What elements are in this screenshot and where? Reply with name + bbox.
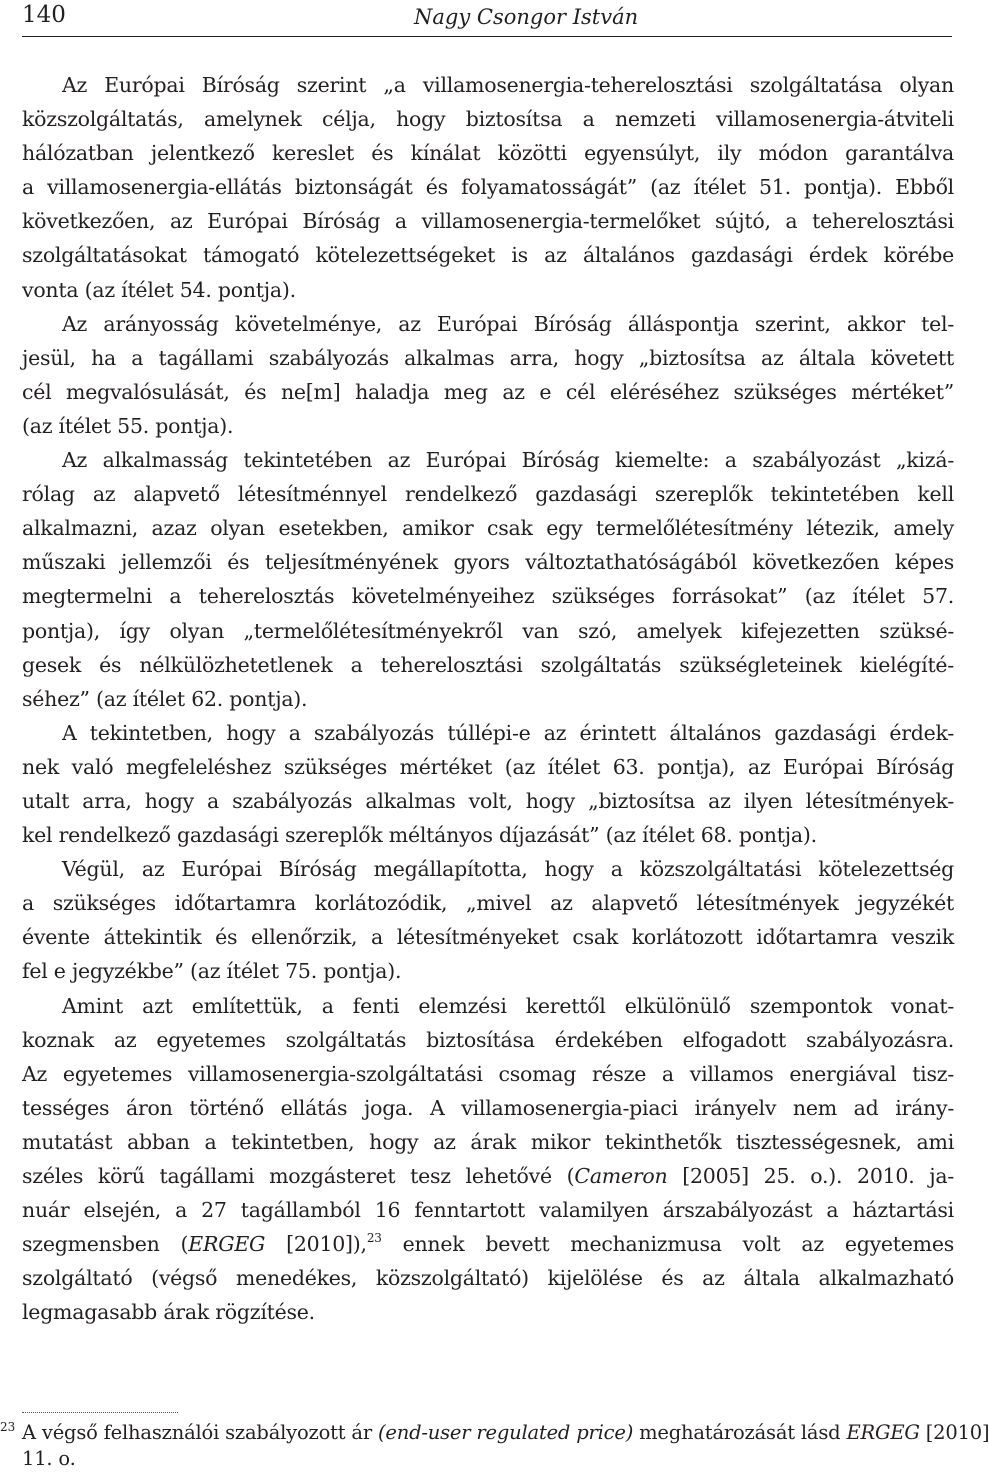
text-line: rólag az alapvető létesítménnyel rendelkező gazdasági szereplők tekintetében kell: [22, 482, 954, 507]
footnote-line: [0, 1420, 989, 1446]
text-line: megtermelni a teherelosztás követelményeihez szükséges forrásokat” (az ítélet 57.: [22, 584, 954, 609]
text-line: évente áttekintik és ellenőrzik, a létesítményeket csak korlátozott időtartamra veszik: [22, 925, 954, 950]
text-segment: [2010]: [919, 1421, 989, 1444]
page-number: 140: [22, 2, 66, 28]
text-segment: ennek bevett mechanizmusa volt az egyetemes: [381, 1232, 955, 1257]
text-line: utalt arra, hogy a szabályozás alkalmas volt, hogy „biztosítsa az ilyen létesítmények-: [22, 788, 954, 813]
text-line: Az arányosság követelménye, az Európai Bíróság álláspontja szerint, akkor tel-: [62, 311, 954, 336]
text-line: tességes áron történő ellátás joga. A villamosenergia-piaci irányelv nem ad irány-: [22, 1095, 954, 1120]
text-line: következően, az Európai Bíróság a villamosenergia-termelőket sújtó, a teherelosztási: [22, 209, 954, 234]
paragraph-5: [22, 852, 954, 988]
text-line: vonta (az ítélet 54. pontja).: [22, 277, 296, 302]
text-line: szolgáltatásokat támogató kötelezettségeket is az általános gazdasági érdek körébe: [22, 243, 954, 268]
paragraph-1: [22, 68, 954, 307]
citation-author-ergeg: ERGEG: [188, 1232, 266, 1257]
text-line: a szükséges időtartamra korlátozódik, „mivel az alapvető létesítmények jegyzékét: [22, 891, 954, 916]
text-segment: meghatározását lásd: [633, 1421, 847, 1444]
text-line: gesek és nélkülözhetetlenek a teherelosztási szolgáltatás szükségleteinek kielégíté-: [22, 652, 954, 677]
text-line: legmagasabb árak rögzítése.: [22, 1300, 315, 1325]
text-line: közszolgáltatás, amelynek célja, hogy biztosítsa a nemzeti villamosenergia-átviteli: [22, 107, 954, 132]
text-line: alkalmazni, azaz olyan esetekben, amikor csak egy termelőlétesítmény létezik, amely: [22, 516, 954, 541]
paragraph-4: [22, 716, 954, 852]
text-line: hálózatban jelentkező kereslet és kínálat közötti egyensúlyt, ily módon garantálva: [22, 141, 954, 166]
text-line: Az egyetemes villamosenergia-szolgáltatási csomag része a villamos energiával tisz-: [22, 1061, 954, 1086]
text-segment: széles körű tagállami mozgásteret tesz lehetővé (: [22, 1164, 575, 1188]
text-line: pontja), így olyan „termelőlétesítményekről van szó, amelyek kifejezetten szüksé-: [22, 618, 954, 643]
text-segment: A végső felhasználói szabályozott ár: [22, 1421, 378, 1444]
text-line: Az Európai Bíróság szerint „a villamosenergia-teherelosztási szolgáltatása olyan: [62, 73, 954, 97]
text-segment: [2005] 25. o.). 2010. ja-: [667, 1164, 955, 1188]
footnote-italic-term: (end-user regulated price): [377, 1421, 634, 1444]
text-line: cél megvalósulását, és ne[m] haladja meg az e cél eléréséhez szükséges mértéket”: [22, 379, 954, 404]
text-line: a villamosenergia-ellátás biztonságát és folyamatosságát” (az ítélet 51. pontja). Ebből: [22, 175, 954, 200]
text-line: A tekintetben, hogy a szabályozás túllépi-e az érintett általános gazdasági érdek-: [62, 720, 954, 745]
footnote-marker: 23: [0, 1420, 16, 1434]
text-line: Végül, az Európai Bíróság megállapította, hogy a közszolgáltatási kötelezettség: [62, 857, 954, 882]
text-line: szolgáltató (végső menedékes, közszolgáltató) kijelölése és az általa alkalmazható: [22, 1266, 954, 1291]
text-line: műszaki jellemzői és teljesítményének gyors változtathatóságából következően képes: [22, 550, 954, 575]
text-line: kel rendelkező gazdasági szereplők méltányos díjazását” (az ítélet 68. pontja).: [22, 823, 817, 848]
paragraph-3: [22, 443, 954, 716]
text-line: Amint azt említettük, a fenti elemzési kerettől elkülönülő szempontok vonat-: [62, 993, 954, 1018]
running-head-author: Nagy Csongor István: [414, 5, 639, 29]
text-line: mutatást abban a tekintetben, hogy az árak mikor tekinthetők tisztességesnek, ami: [22, 1129, 954, 1154]
footnote-line: 11. o.: [22, 1447, 76, 1470]
text-line: (az ítélet 55. pontja).: [22, 413, 234, 438]
text-line: séhez” (az ítélet 62. pontja).: [22, 686, 308, 711]
text-line-citation-ergeg: [22, 1227, 954, 1261]
text-segment: [2010]),: [265, 1232, 367, 1257]
text-line: jesül, ha a tagállami szabályozás alkalmas arra, hogy „biztosítsa az általa követett: [22, 345, 954, 370]
page-header: [22, 0, 952, 37]
text-line-citation-cameron: [22, 1159, 954, 1193]
citation-author-cameron: Cameron: [574, 1164, 668, 1188]
body-text: [22, 68, 954, 1329]
footnote-23: [0, 1420, 989, 1472]
citation-author-ergeg: ERGEG: [846, 1421, 920, 1444]
text-line: Az alkalmasság tekintetében az Európai Bíróság kiemelte: a szabályozást „kizá-: [62, 448, 954, 473]
text-line: koznak az egyetemes szolgáltatás biztosítása érdekében elfogadott szabályozásra.: [22, 1027, 954, 1052]
text-line: nuár elsején, a 27 tagállamból 16 fenntartott valamilyen árszabályozást a háztartási: [22, 1198, 954, 1223]
text-segment: szegmensben (: [22, 1232, 189, 1257]
paragraph-2: [22, 307, 954, 443]
footnote-separator: [22, 1412, 178, 1413]
footnote-reference[interactable]: 23: [366, 1231, 382, 1246]
paragraph-6: [22, 989, 954, 1330]
text-line: nek való megfeleléshez szükséges mértéket (az ítélet 63. pontja), az Európai Bíróság: [22, 754, 954, 779]
text-line: fel e jegyzékbe” (az ítélet 75. pontja).: [22, 959, 402, 984]
